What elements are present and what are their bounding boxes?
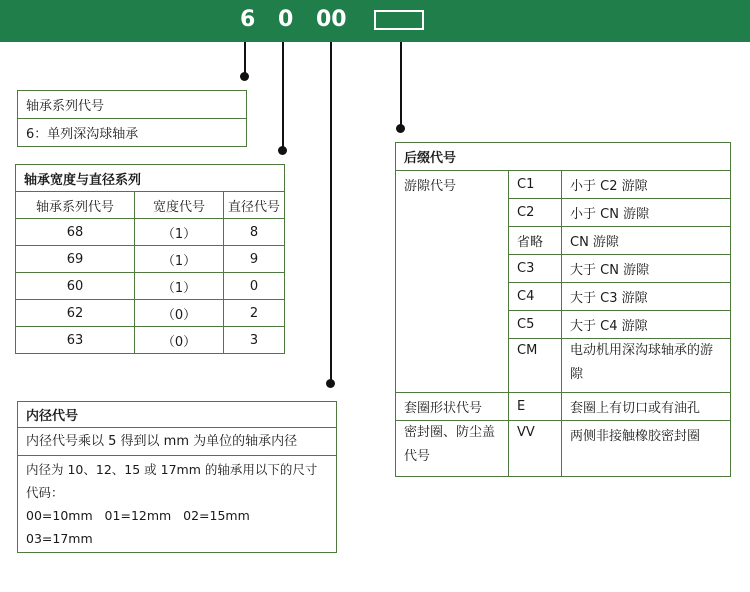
series-code-title: 轴承系列代号 [18, 91, 247, 119]
leader-line-suffix [400, 42, 402, 128]
table-row [16, 327, 285, 354]
cell-width: （1） [135, 273, 224, 300]
leader-line-bore [330, 42, 332, 384]
series-code-table [17, 90, 247, 147]
clearance-desc: 小于 C2 游隙 [562, 171, 731, 199]
cell-series: 60 [16, 273, 135, 300]
cell-width: （1） [135, 246, 224, 273]
clearance-code: C1 [509, 171, 562, 199]
code-bar [0, 0, 750, 42]
cell-diameter: 3 [224, 327, 285, 354]
cell-diameter: 2 [224, 300, 285, 327]
table-row [16, 300, 285, 327]
cell-series: 69 [16, 246, 135, 273]
leader-line-series [244, 42, 246, 76]
ring-shape-label: 套圈形状代号 [396, 393, 509, 421]
clearance-desc: CN 游隙 [562, 227, 731, 255]
clearance-code: CM [509, 339, 562, 393]
table-row [16, 273, 285, 300]
code-bore-digits: 00 [316, 7, 347, 32]
bore-code-list-1: 00=10mm 01=12mm 02=15mm [26, 508, 250, 523]
ring-shape-code: E [509, 393, 562, 421]
col-header-width: 宽度代号 [135, 192, 224, 219]
bore-code-table [17, 401, 337, 553]
suffix-code-title: 后缀代号 [396, 143, 731, 171]
clearance-code: C5 [509, 311, 562, 339]
bore-code-title: 内径代号 [18, 402, 337, 428]
seal-desc: 两侧非接触橡胶密封圈 [562, 421, 731, 477]
leader-line-width-dia [282, 42, 284, 150]
clearance-code: C3 [509, 255, 562, 283]
col-header-series: 轴承系列代号 [16, 192, 135, 219]
clearance-desc: 大于 C4 游隙 [562, 311, 731, 339]
leader-dot-suffix [396, 124, 405, 133]
suffix-code-table [395, 142, 731, 477]
cell-series: 63 [16, 327, 135, 354]
table-row [16, 219, 285, 246]
cell-diameter: 8 [224, 219, 285, 246]
bore-code-note: 内径为 10、12、15 或 17mm 的轴承用以下的尺寸代码： [26, 462, 318, 500]
cell-series: 62 [16, 300, 135, 327]
col-header-diameter: 直径代号 [224, 192, 285, 219]
series-code-value: 6：单列深沟球轴承 [18, 119, 247, 147]
cell-diameter: 9 [224, 246, 285, 273]
leader-dot-width-dia [278, 146, 287, 155]
cell-diameter: 0 [224, 273, 285, 300]
cell-series: 68 [16, 219, 135, 246]
cell-width: （0） [135, 300, 224, 327]
leader-dot-bore [326, 379, 335, 388]
cell-width: （0） [135, 327, 224, 354]
seal-label: 密封圈、防尘盖代号 [396, 421, 509, 477]
code-suffix-box [374, 10, 424, 30]
clearance-code: C2 [509, 199, 562, 227]
bore-code-list-2: 03=17mm [26, 531, 93, 546]
leader-dot-series [240, 72, 249, 81]
clearance-desc: 小于 CN 游隙 [562, 199, 731, 227]
width-diameter-title: 轴承宽度与直径系列 [16, 165, 285, 192]
clearance-label: 游隙代号 [396, 171, 509, 393]
ring-shape-desc: 套圈上有切口或有油孔 [562, 393, 731, 421]
clearance-code: C4 [509, 283, 562, 311]
seal-code: VV [509, 421, 562, 477]
clearance-desc: 大于 CN 游隙 [562, 255, 731, 283]
code-series-digit: 6 [240, 7, 256, 32]
width-diameter-table [15, 164, 285, 354]
clearance-code: 省略 [509, 227, 562, 255]
clearance-desc: 电动机用深沟球轴承的游隙 [562, 339, 731, 393]
clearance-desc: 大于 C3 游隙 [562, 283, 731, 311]
code-dimension-digit: 0 [278, 7, 294, 32]
bore-code-description: 内径代号乘以 5 得到以 mm 为单位的轴承内径 [18, 428, 337, 456]
table-row [16, 246, 285, 273]
cell-width: （1） [135, 219, 224, 246]
bore-code-special [18, 456, 337, 553]
